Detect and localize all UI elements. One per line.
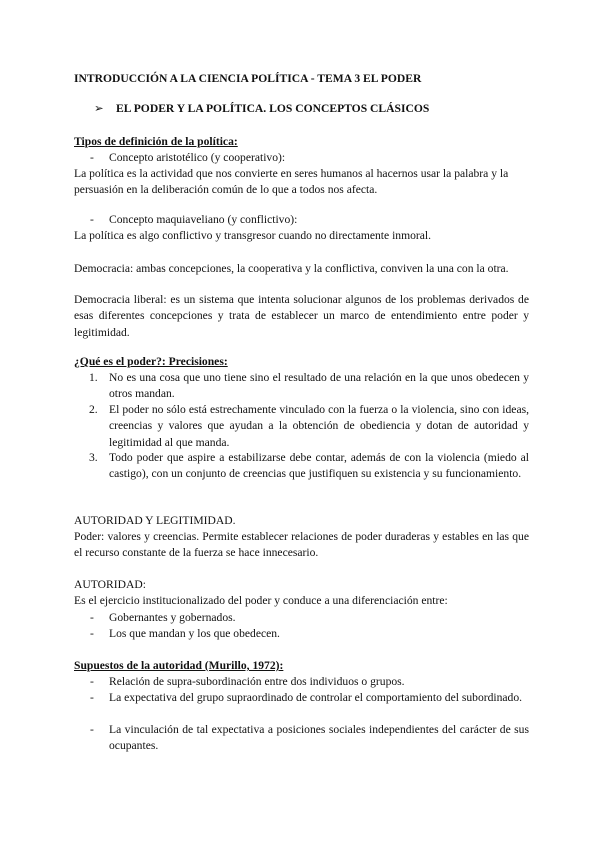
dash-bullet: -: [90, 723, 94, 736]
dash-bullet: -: [90, 691, 94, 704]
list-item: [74, 674, 529, 690]
numbered-item: [74, 450, 529, 499]
supuestos-heading: Supuestos de la autoridad (Murillo, 1972):: [74, 659, 284, 672]
list-item-text: Relación de supra-subordinación entre dos individuos o grupos.: [109, 675, 405, 688]
item-number: 1.: [89, 371, 98, 384]
list-item-text: Concepto maquiaveliano (y conflictivo):: [109, 213, 298, 226]
list-item: [74, 690, 529, 723]
list-item: [74, 212, 529, 228]
list-item-text: La vinculación de tal expectativa a posiciones sociales independientes del carácter de sus ocupantes.: [109, 723, 529, 753]
section-subtitle: EL PODER Y LA POLÍTICA. LOS CONCEPTOS CLÁSICOS: [116, 102, 430, 115]
paragraph: Poder: valores y creencias. Permite establecer relaciones de poder duraderas y estables en las que el recurso constante de la fuerza se hace innecesario.: [74, 530, 529, 560]
paragraph: La política es algo conflictivo y transgresor cuando no directamente inmoral.: [74, 229, 432, 242]
paragraph-democracia-liberal: Democracia liberal: es un sistema que intenta solucionar algunos de los problemas derivados de esas diferentes concepciones y trata de establecer un marco de entendimiento entre poder y legitimidad.: [74, 293, 529, 339]
item-number: 3.: [89, 451, 98, 464]
autoridad-heading: AUTORIDAD:: [74, 578, 146, 591]
document-title: INTRODUCCIÓN A LA CIENCIA POLÍTICA - TEMA 3 EL PODER: [74, 72, 422, 85]
autoridad-legitimidad-heading: AUTORIDAD Y LEGITIMIDAD.: [74, 514, 236, 527]
list-item-text: Concepto aristotélico (y cooperativo):: [109, 151, 286, 164]
item-number: 2.: [89, 403, 98, 416]
arrow-bullet-icon: ➢: [94, 102, 104, 115]
numbered-item-text: No es una cosa que uno tiene sino el resultado de una relación en la que unos obedecen y otros mandan.: [109, 371, 529, 401]
list-item-text: La expectativa del grupo supraordinado de controlar el comportamiento del subordinado.: [109, 691, 523, 704]
tipos-heading: Tipos de definición de la política:: [74, 135, 238, 148]
dash-bullet: -: [90, 675, 94, 688]
list-item: [74, 150, 529, 166]
paragraph: La política es la actividad que nos convierte en seres humanos al hacernos usar la palabra y la persuasión en la deliberación común de lo que a todos nos afecta.: [74, 167, 509, 197]
dash-bullet: -: [90, 611, 94, 624]
list-item: [74, 722, 529, 755]
numbered-item: [74, 370, 529, 403]
dash-bullet: -: [90, 213, 94, 226]
numbered-item-text: Todo poder que aspire a estabilizarse debe contar, además de con la violencia (miedo al castigo), con un conjunto de creencias que justifiquen su existencia y su funcionamiento.: [109, 451, 529, 481]
dash-bullet: -: [90, 627, 94, 640]
list-item: [74, 626, 529, 642]
list-item-text: Gobernantes y gobernados.: [109, 611, 236, 624]
poder-heading: ¿Qué es el poder?: Precisiones:: [74, 355, 228, 368]
dash-bullet: -: [90, 151, 94, 164]
paragraph-democracia: Democracia: ambas concepciones, la cooperativa y la conflictiva, conviven la una con la otra.: [74, 262, 509, 275]
numbered-item: [74, 402, 529, 451]
numbered-item-text: El poder no sólo está estrechamente vinculado con la fuerza o la violencia, sino con ideas, creencias y valores que ayudan a la obtención de obediencia y dotan de autoridad y legitimidad al que manda.: [109, 403, 529, 449]
paragraph: Es el ejercicio institucionalizado del poder y conduce a una diferenciación entre:: [74, 594, 448, 607]
list-item: [74, 610, 529, 626]
list-item-text: Los que mandan y los que obedecen.: [109, 627, 280, 640]
